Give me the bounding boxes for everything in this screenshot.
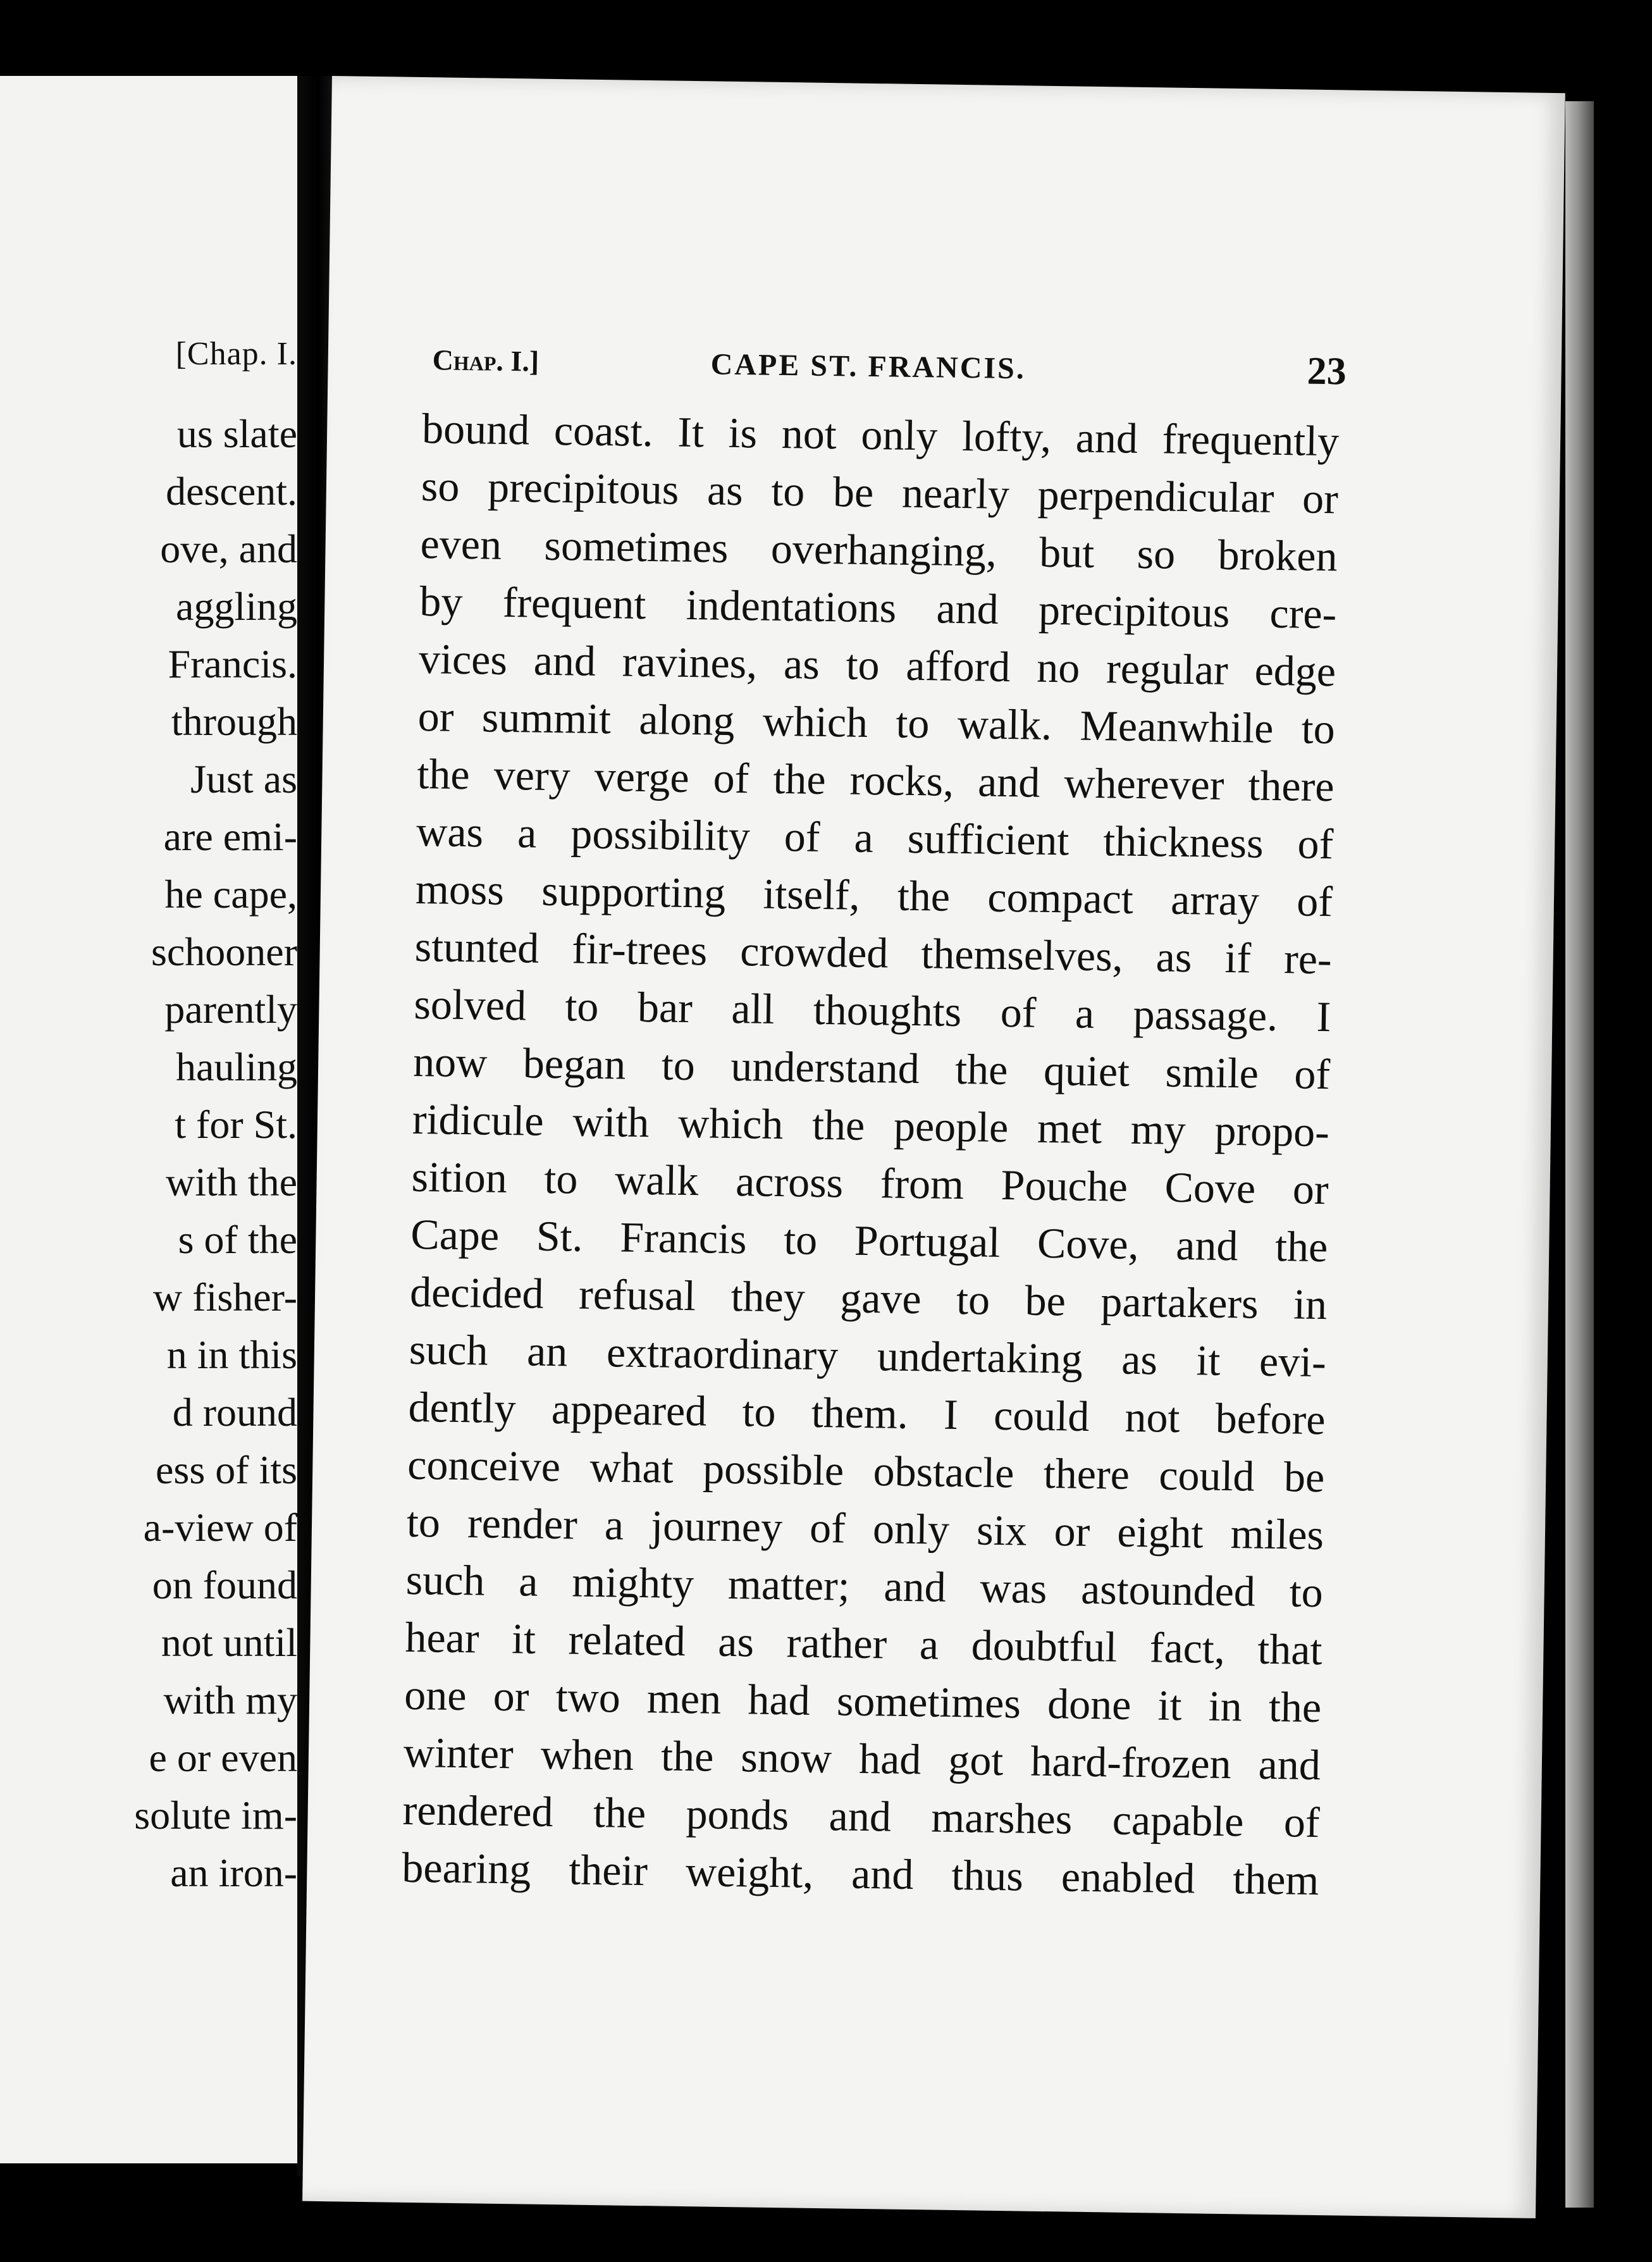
previous-page-line: parently xyxy=(164,987,297,1032)
text-line: the very verge of the rocks, and wherever there xyxy=(417,749,1335,811)
previous-page-line: us slate xyxy=(176,411,297,456)
previous-page-line: w fisher- xyxy=(153,1275,297,1320)
previous-page-line: ess of its xyxy=(156,1447,297,1492)
page-number: 23 xyxy=(1307,349,1347,393)
previous-page-line: aggling xyxy=(176,584,297,629)
text-line: ridicule with which the people met my propo- xyxy=(412,1094,1330,1156)
previous-page-line: n in this xyxy=(166,1332,297,1377)
previous-page-line: e or even xyxy=(149,1735,297,1780)
previous-page-line: a-view of xyxy=(143,1505,297,1550)
previous-page-text xyxy=(6,405,297,1901)
text-line: bound coast. It is not only lofty, and frequently xyxy=(421,404,1340,466)
text-line: bearing their weight, and thus enabled them xyxy=(401,1843,1319,1905)
previous-page-line: schooner xyxy=(151,929,297,974)
current-page xyxy=(302,76,1565,2218)
text-line: so precipitous as to be nearly perpendicular or xyxy=(421,462,1339,523)
previous-page xyxy=(0,76,297,2163)
text-line: winter when the snow had got hard-frozen and xyxy=(403,1727,1321,1789)
text-line: or summit along which to walk. Meanwhile to xyxy=(417,691,1336,753)
text-line: rendered the ponds and marshes capable of xyxy=(402,1785,1321,1847)
text-line: hear it related as rather a doubtful fact, that xyxy=(405,1612,1322,1674)
text-line: dently appeared to them. I could not before xyxy=(408,1382,1326,1444)
previous-page-line: Francis. xyxy=(168,641,297,686)
text-line: moss supporting itself, the compact array of xyxy=(415,864,1333,926)
previous-page-line: hauling xyxy=(176,1044,297,1089)
previous-page-line: not until xyxy=(161,1620,297,1665)
previous-page-running-head: [Chap. I. xyxy=(175,336,297,372)
previous-page-line: with the xyxy=(166,1159,297,1204)
text-line: one or two men had sometimes done it in the xyxy=(404,1670,1322,1732)
page-body-text xyxy=(402,400,1340,1909)
text-line: now began to understand the quiet smile of xyxy=(412,1037,1331,1099)
page-title: CAPE ST. FRANCIS. xyxy=(710,347,1026,386)
text-line: to render a journey of only six or eight miles xyxy=(406,1497,1324,1559)
text-line: stunted fir-trees crowded themselves, as if re- xyxy=(414,922,1333,984)
previous-page-line: Just as xyxy=(190,757,297,801)
text-line: such a mighty matter; and was astounded to xyxy=(405,1555,1324,1617)
text-line: by frequent indentations and precipitous cre- xyxy=(419,577,1337,638)
previous-page-line: with my xyxy=(163,1678,297,1722)
text-line: such an extraordinary undertaking as it evi- xyxy=(409,1325,1327,1387)
previous-page-line: on found xyxy=(152,1562,297,1607)
previous-page-line: an iron- xyxy=(170,1850,297,1895)
previous-page-line: he cape, xyxy=(164,872,297,917)
page-edge-stack xyxy=(1565,101,1594,2208)
chapter-label: Chap. I.] xyxy=(432,343,539,378)
previous-page-line: descent. xyxy=(166,469,297,514)
previous-page-line: s of the xyxy=(178,1217,297,1262)
previous-page-line: d round xyxy=(172,1390,297,1435)
previous-page-line: are emi- xyxy=(163,814,297,859)
running-head xyxy=(432,337,1347,400)
previous-page-line: solute im- xyxy=(134,1793,297,1838)
text-line: even sometimes overhanging, but so broken xyxy=(420,519,1338,581)
text-line: solved to bar all thoughts of a passage. I xyxy=(414,979,1331,1041)
text-line: decided refusal they gave to be partakers in xyxy=(409,1267,1328,1329)
text-line: vices and ravines, as to afford no regular edge xyxy=(418,634,1336,696)
previous-page-line: ove, and xyxy=(160,526,297,571)
text-line: conceive what possible obstacle there could be xyxy=(407,1440,1325,1502)
text-line: Cape St. Francis to Portugal Cove, and the xyxy=(410,1209,1328,1271)
previous-page-line: through xyxy=(171,699,297,744)
text-line: was a possibility of a sufficient thickness of xyxy=(416,807,1334,868)
previous-page-line: t for St. xyxy=(175,1102,297,1147)
text-line: sition to walk across from Pouche Cove or xyxy=(411,1152,1329,1214)
